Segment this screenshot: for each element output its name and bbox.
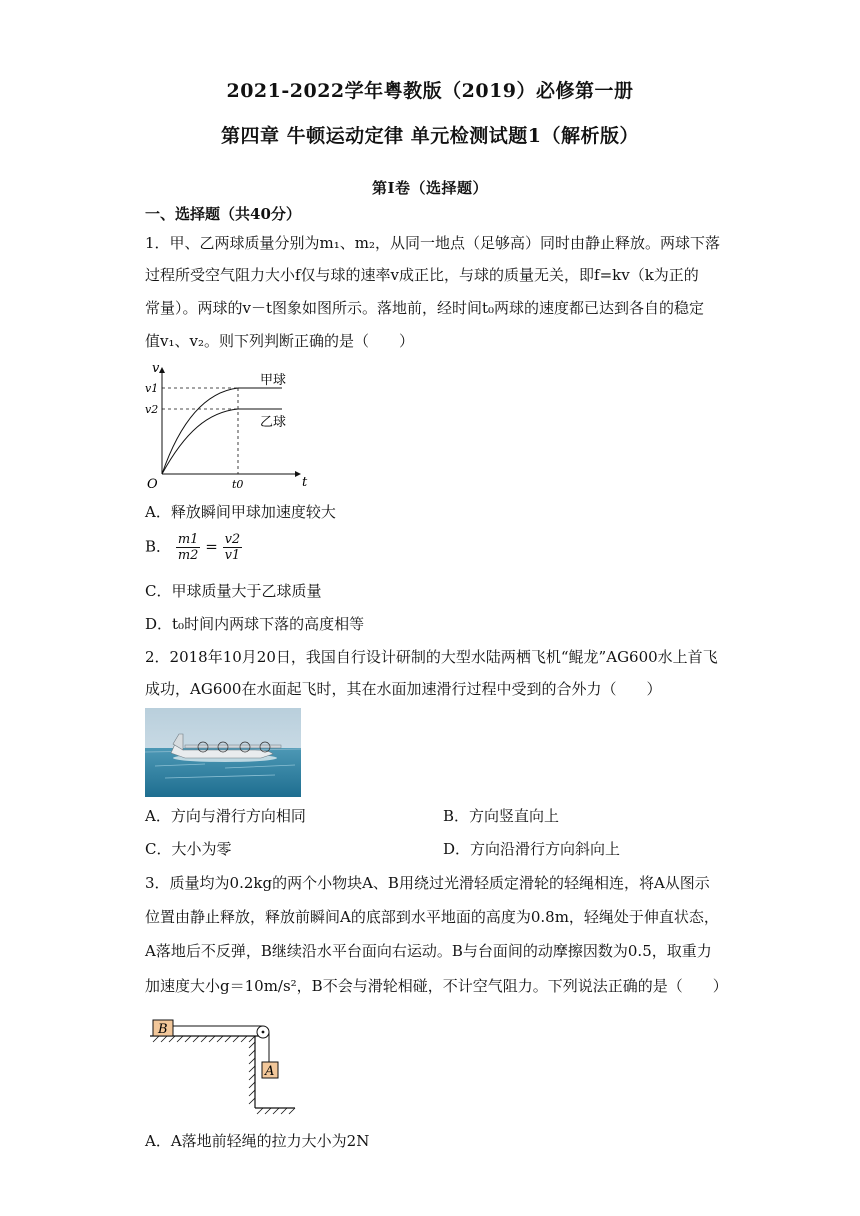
curve-jia [162, 388, 282, 474]
q2-option-d: D．方向沿滑行方向斜向上 [443, 840, 621, 858]
seaplane-photo [145, 708, 301, 797]
q2-line-1: 2．2018年10月20日，我国自行设计研制的大型水陆两栖飞机“鲲龙”AG600水上首飞 [145, 648, 718, 666]
block-b-label: B [158, 1022, 168, 1037]
q3-line-1: 3．质量均为0.2kg的两个小物块A、B用绕过光滑轻质定滑轮的轻绳相连，将A从图示 [145, 874, 710, 892]
frac-m1: m1 [177, 532, 199, 547]
v2-label: v2 [145, 403, 159, 416]
equals-sign: = [205, 537, 218, 556]
pulley-axle [262, 1031, 265, 1034]
part-title: 第Ⅰ卷（选择题） [371, 179, 489, 197]
q1-option-b [145, 532, 242, 563]
axis-v-label: v [152, 362, 160, 376]
block-a-label: A [265, 1064, 275, 1079]
v1-label: v1 [145, 382, 159, 395]
label-yi: 乙球 [260, 415, 287, 430]
q1-option-c: C．甲球质量大于乙球质量 [145, 582, 322, 600]
title-line-1: 2021-2022学年粤教版（2019）必修第一册 [226, 80, 634, 102]
q1-line-3: 常量）。两球的v－t图象如图所示。落地前，经时间t₀两球的速度都已达到各自的稳定 [145, 299, 705, 317]
q1-line-4: 值v₁、v₂。则下列判断正确的是（ ） [145, 332, 414, 350]
t0-label: t0 [232, 478, 244, 491]
q1-option-a: A．释放瞬间甲球加速度较大 [145, 503, 336, 521]
q1-option-d: D．t₀时间内两球下落的高度相等 [145, 615, 365, 633]
q1-line-2: 过程所受空气阻力大小f仅与球的速率v成正比，与球的质量无关，即f=kv（k为正的 [145, 266, 699, 284]
wall-hatch [249, 1042, 255, 1104]
q3-line-3: A落地后不反弹，B继续沿水平台面向右运动。B与台面间的动摩擦因数为0.5，取重力 [145, 942, 712, 960]
q2-option-a: A．方向与滑行方向相同 [145, 807, 306, 825]
frac-m2: m2 [177, 548, 199, 563]
fraction-v [223, 532, 243, 563]
section-title: 一、选择题（共40分） [145, 205, 301, 223]
frac-v1: v1 [224, 548, 241, 563]
axis-t-label: t [302, 475, 308, 490]
vt-graph [140, 362, 310, 494]
ground-hatch [257, 1108, 295, 1114]
title-line-2: 第四章 牛顿运动定律 单元检测试题1（解析版） [221, 125, 639, 147]
q3-line-2: 位置由静止释放，释放前瞬间A的底部到水平地面的高度为0.8m，轻绳处于伸直状态， [145, 908, 719, 926]
fraction-m [176, 532, 201, 563]
table-hatch [153, 1036, 255, 1042]
label-jia: 甲球 [260, 373, 287, 388]
q1-line-1: 1．甲、乙两球质量分别为m₁、m₂，从同一地点（足够高）同时由静止释放。两球下落 [145, 234, 721, 252]
q2-option-b: B．方向竖直向上 [443, 807, 560, 825]
q1-option-b-prefix: B． [145, 537, 172, 556]
q2-option-c: C．大小为零 [145, 840, 232, 858]
frac-v2: v2 [224, 532, 241, 547]
q2-line-2: 成功，AG600在水面起飞时，其在水面加速滑行过程中受到的合外力（ ） [145, 680, 662, 698]
origin-label: O [147, 477, 158, 492]
q3-option-a: A．A落地前轻绳的拉力大小为2N [145, 1132, 370, 1150]
q3-line-4: 加速度大小g＝10m/s²，B不会与滑轮相碰，不计空气阻力。下列说法正确的是（ ） [145, 977, 728, 995]
pulley-diagram [145, 1016, 305, 1118]
